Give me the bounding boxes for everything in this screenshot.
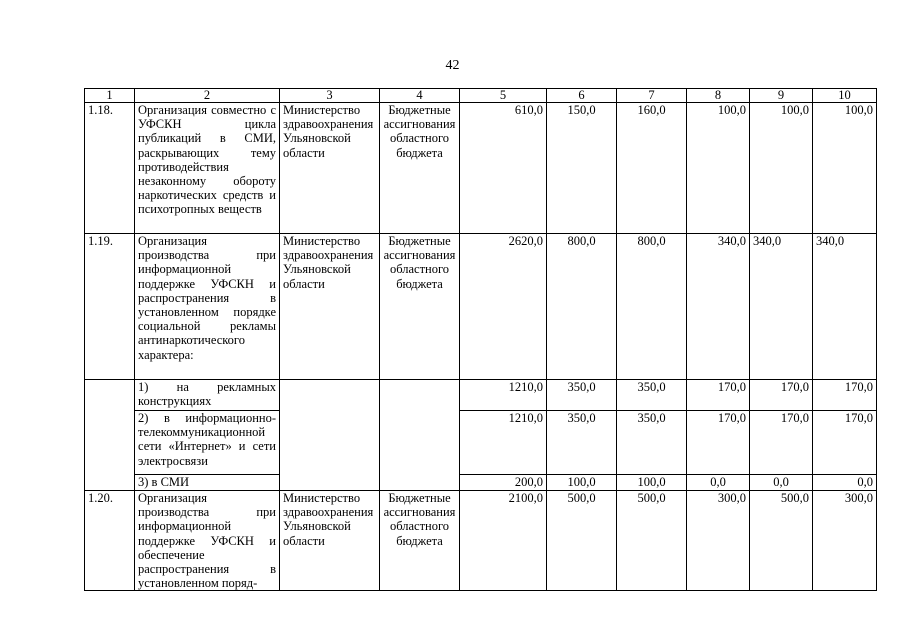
column-header: 7 (617, 89, 687, 103)
year-value: 350,0 (547, 411, 617, 475)
table-row (85, 234, 877, 380)
item-number: 1.18. (85, 103, 135, 234)
empty-cell (380, 411, 460, 475)
item-number: 1.20. (85, 491, 135, 591)
program-table (84, 88, 877, 591)
year-value: 500,0 (750, 491, 813, 591)
executor: Министерство здравоохранения Ульяновской области (280, 491, 380, 591)
empty-cell (280, 475, 380, 491)
table-row (85, 475, 877, 491)
action-description: 1) на рекламных конструкциях (135, 380, 280, 411)
table-row (85, 491, 877, 591)
year-value: 150,0 (547, 103, 617, 234)
funding-source: Бюджетные ассигнования областного бюджета (380, 234, 460, 380)
total-value: 1210,0 (460, 380, 547, 411)
total-value: 2620,0 (460, 234, 547, 380)
action-description: 2) в информационно-телекоммуникационной сети «Интернет» и сети электросвязи (135, 411, 280, 475)
item-number: 1.19. (85, 234, 135, 380)
funding-source: Бюджетные ассигнования областного бюджета (380, 103, 460, 234)
empty-cell (280, 380, 380, 411)
column-header: 6 (547, 89, 617, 103)
table-row (85, 380, 877, 411)
column-header: 4 (380, 89, 460, 103)
year-value: 0,0 (687, 475, 750, 491)
year-value: 300,0 (813, 491, 877, 591)
empty-cell (85, 380, 135, 411)
year-value: 0,0 (813, 475, 877, 491)
year-value: 170,0 (750, 411, 813, 475)
column-header: 3 (280, 89, 380, 103)
year-value: 170,0 (687, 411, 750, 475)
funding-source: Бюджетные ассигнования областного бюджета (380, 491, 460, 591)
total-value: 2100,0 (460, 491, 547, 591)
table-row (85, 103, 877, 234)
table-row (85, 411, 877, 475)
year-value: 170,0 (687, 380, 750, 411)
year-value: 350,0 (547, 380, 617, 411)
column-header: 2 (135, 89, 280, 103)
empty-cell (85, 411, 135, 475)
year-value: 340,0 (687, 234, 750, 380)
year-value: 100,0 (617, 475, 687, 491)
empty-cell (85, 475, 135, 491)
table-header-row (85, 89, 877, 103)
empty-cell (380, 475, 460, 491)
year-value: 0,0 (750, 475, 813, 491)
column-header: 8 (687, 89, 750, 103)
total-value: 610,0 (460, 103, 547, 234)
year-value: 100,0 (687, 103, 750, 234)
page-number: 42 (445, 58, 460, 73)
action-description: 3) в СМИ (135, 475, 280, 491)
year-value: 170,0 (813, 411, 877, 475)
empty-cell (280, 411, 380, 475)
year-value: 100,0 (547, 475, 617, 491)
year-value: 800,0 (617, 234, 687, 380)
column-header: 10 (813, 89, 877, 103)
year-value: 170,0 (813, 380, 877, 411)
year-value: 500,0 (547, 491, 617, 591)
column-header: 5 (460, 89, 547, 103)
year-value: 350,0 (617, 411, 687, 475)
total-value: 1210,0 (460, 411, 547, 475)
executor: Министерство здравоохранения Ульяновской области (280, 234, 380, 380)
action-description: Организация совместно с УФСКН цикла публикаций в СМИ, раскрывающих тему противодействия незаконному обороту наркотических средств и психотропных веществ (135, 103, 280, 234)
action-description: Организация производства при информационной поддержке УФСКН и обеспечение распространения в установленном поряд- (135, 491, 280, 591)
empty-cell (380, 380, 460, 411)
year-value: 100,0 (813, 103, 877, 234)
total-value: 200,0 (460, 475, 547, 491)
column-header: 9 (750, 89, 813, 103)
year-value: 170,0 (750, 380, 813, 411)
year-value: 160,0 (617, 103, 687, 234)
column-header: 1 (85, 89, 135, 103)
year-value: 340,0 (813, 234, 877, 380)
year-value: 350,0 (617, 380, 687, 411)
year-value: 340,0 (750, 234, 813, 380)
year-value: 300,0 (687, 491, 750, 591)
executor: Министерство здравоохранения Ульяновской области (280, 103, 380, 234)
year-value: 800,0 (547, 234, 617, 380)
action-description: Организация производства при информационной поддержке УФСКН и распространения в установленном порядке социальной рекламы антинаркотического характера: (135, 234, 280, 380)
year-value: 500,0 (617, 491, 687, 591)
year-value: 100,0 (750, 103, 813, 234)
